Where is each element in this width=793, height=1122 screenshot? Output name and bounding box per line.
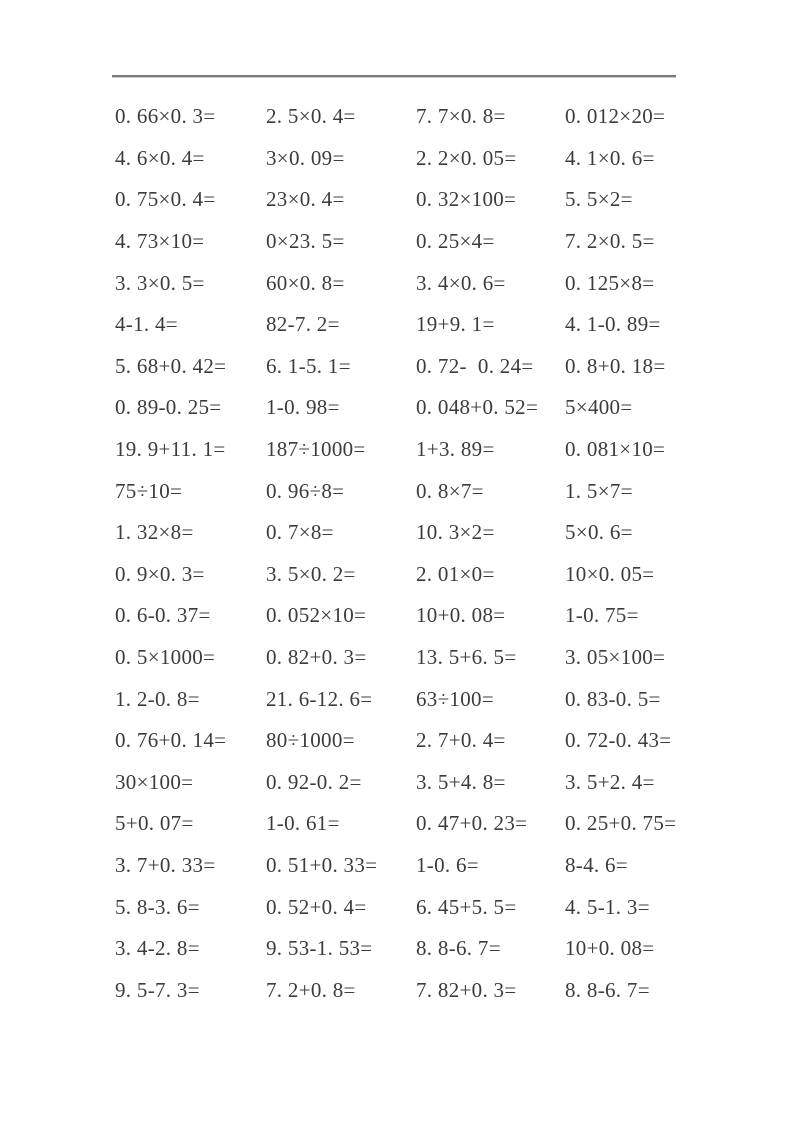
problem-item: 2. 01×0= — [416, 561, 495, 586]
problem-item: 1-0. 98= — [266, 395, 340, 420]
problem-item: 0. 96÷8= — [266, 478, 345, 503]
problem-item: 4. 6×0. 4= — [115, 145, 205, 170]
problem-item: 0. 66×0. 3= — [115, 104, 216, 129]
problem-item: 1-0. 6= — [416, 852, 479, 877]
problem-item: 19. 9+11. 1= — [115, 437, 226, 462]
problem-item: 1. 5×7= — [565, 478, 633, 503]
problem-item: 0. 72-0. 43= — [565, 728, 672, 753]
problem-item: 0×23. 5= — [266, 229, 345, 254]
problem-item: 10×0. 05= — [565, 561, 655, 586]
problem-item: 0. 8+0. 18= — [565, 353, 666, 378]
problem-item: 8-4. 6= — [565, 852, 628, 877]
problem-item: 0. 8×7= — [416, 478, 484, 503]
problem-item: 5. 8-3. 6= — [115, 894, 200, 919]
problem-item: 0. 72- 0. 24= — [416, 353, 534, 378]
problem-item: 0. 92-0. 2= — [266, 769, 362, 794]
problem-item: 1-0. 75= — [565, 603, 639, 628]
problem-item: 2. 7+0. 4= — [416, 728, 506, 753]
problem-item: 82-7. 2= — [266, 312, 340, 337]
problem-item: 5. 68+0. 42= — [115, 353, 227, 378]
problem-item: 60×0. 8= — [266, 270, 345, 295]
problem-item: 0. 75×0. 4= — [115, 187, 216, 212]
problem-item: 30×100= — [115, 769, 194, 794]
problem-item: 3. 7+0. 33= — [115, 852, 216, 877]
problem-item: 1-0. 61= — [266, 811, 340, 836]
problems-grid — [115, 96, 735, 1011]
problem-item: 21. 6-12. 6= — [266, 686, 373, 711]
problem-item: 0. 25×4= — [416, 229, 495, 254]
problem-item: 1+3. 89= — [416, 437, 495, 462]
top-divider-line — [112, 75, 676, 78]
problem-item: 7. 82+0. 3= — [416, 977, 517, 1002]
problem-item: 0. 82+0. 3= — [266, 645, 367, 670]
problem-item: 2. 2×0. 05= — [416, 145, 517, 170]
problem-item: 3. 05×100= — [565, 645, 666, 670]
problem-item: 10+0. 08= — [565, 936, 655, 961]
problem-item: 3. 5×0. 2= — [266, 561, 356, 586]
problem-item: 63÷100= — [416, 686, 494, 711]
problem-item: 9. 5-7. 3= — [115, 977, 200, 1002]
problem-item: 3. 4×0. 6= — [416, 270, 506, 295]
problem-item: 7. 2×0. 5= — [565, 229, 655, 254]
problem-item: 1. 32×8= — [115, 520, 194, 545]
problem-item: 0. 47+0. 23= — [416, 811, 528, 836]
problem-item: 0. 25+0. 75= — [565, 811, 677, 836]
problem-item: 3×0. 09= — [266, 145, 345, 170]
problem-item: 23×0. 4= — [266, 187, 345, 212]
problem-item: 10. 3×2= — [416, 520, 495, 545]
problem-item: 19+9. 1= — [416, 312, 495, 337]
problem-item: 5. 5×2= — [565, 187, 633, 212]
problem-item: 187÷1000= — [266, 437, 366, 462]
problem-item: 5×0. 6= — [565, 520, 633, 545]
problem-item: 10+0. 08= — [416, 603, 506, 628]
problem-item: 4. 1×0. 6= — [565, 145, 655, 170]
problem-item: 0. 89-0. 25= — [115, 395, 222, 420]
problem-item: 6. 1-5. 1= — [266, 353, 351, 378]
problem-item: 13. 5+6. 5= — [416, 645, 517, 670]
problem-item: 75÷10= — [115, 478, 183, 503]
problem-item: 1. 2-0. 8= — [115, 686, 200, 711]
problem-item: 8. 8-6. 7= — [565, 977, 650, 1002]
problem-item: 3. 3×0. 5= — [115, 270, 205, 295]
problem-item: 8. 8-6. 7= — [416, 936, 501, 961]
problem-item: 0. 012×20= — [565, 104, 666, 129]
problem-item: 4. 1-0. 89= — [565, 312, 661, 337]
problem-item: 7. 2+0. 8= — [266, 977, 356, 1002]
problem-item: 0. 51+0. 33= — [266, 852, 378, 877]
problem-item: 80÷1000= — [266, 728, 355, 753]
problem-item: 0. 125×8= — [565, 270, 655, 295]
problem-item: 0. 6-0. 37= — [115, 603, 211, 628]
problem-item: 0. 52+0. 4= — [266, 894, 367, 919]
problem-item: 6. 45+5. 5= — [416, 894, 517, 919]
problem-item: 9. 53-1. 53= — [266, 936, 373, 961]
problem-item: 0. 76+0. 14= — [115, 728, 227, 753]
problem-item: 0. 9×0. 3= — [115, 561, 205, 586]
problem-item: 5+0. 07= — [115, 811, 194, 836]
problem-item: 0. 7×8= — [266, 520, 334, 545]
problem-item: 5×400= — [565, 395, 633, 420]
problem-item: 0. 5×1000= — [115, 645, 216, 670]
problem-item: 0. 83-0. 5= — [565, 686, 661, 711]
problem-item: 0. 32×100= — [416, 187, 517, 212]
problem-item: 4. 5-1. 3= — [565, 894, 650, 919]
problem-item: 4-1. 4= — [115, 312, 178, 337]
problem-item: 4. 73×10= — [115, 229, 205, 254]
problem-item: 0. 048+0. 52= — [416, 395, 539, 420]
problem-item: 3. 5+4. 8= — [416, 769, 506, 794]
problem-item: 2. 5×0. 4= — [266, 104, 356, 129]
problem-item: 3. 5+2. 4= — [565, 769, 655, 794]
problem-item: 0. 081×10= — [565, 437, 666, 462]
problem-item: 0. 052×10= — [266, 603, 367, 628]
problem-item: 3. 4-2. 8= — [115, 936, 200, 961]
problem-item: 7. 7×0. 8= — [416, 104, 506, 129]
